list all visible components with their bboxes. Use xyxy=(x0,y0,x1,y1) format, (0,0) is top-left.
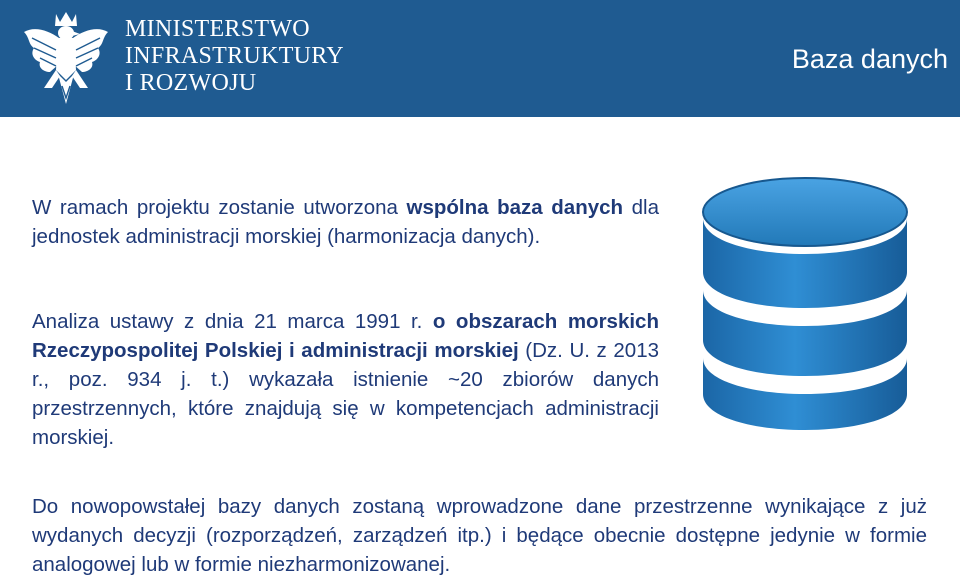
paragraph-new-database-input xyxy=(32,492,927,579)
header-bar xyxy=(0,0,960,117)
ministry-line-3: I ROZWOJU xyxy=(125,70,257,96)
text-span: W ramach projektu zostanie utworzona xyxy=(32,196,407,219)
text-span: dla jednostek administracji morskiej (harmonizacja danych). xyxy=(32,196,659,248)
text-span: (Dz. U. z 2013 r., poz. 934 j. t.) wykazała istnienie ~20 zbiorów danych przestrzennych, które znajdują się w kompetencjach administracji morskiej. xyxy=(32,339,659,449)
text-span: Analiza ustawy z dnia 21 marca 1991 r. xyxy=(32,310,433,333)
bold-span: wspólna baza danych xyxy=(406,196,624,219)
bold-span: o obszarach morskich Rzeczypospolitej Polskiej i administracji morskiej xyxy=(32,310,659,362)
ministry-line-2: INFRASTRUKTURY xyxy=(125,43,344,69)
text-span: Do nowopowstałej bazy danych zostaną wprowadzone dane przestrzenne wynikające z już wydanych decyzji (rozporządzeń, zarządzeń itp.) i będące obecnie dostępne jedynie w formie analogowej lub w formie niezharmonizowanej. xyxy=(32,495,927,576)
database-icon xyxy=(697,172,913,434)
polish-eagle-emblem-icon xyxy=(22,8,110,110)
ministry-line-1: MINISTERSTWO xyxy=(125,16,310,42)
ministry-logo-text xyxy=(125,16,344,97)
slide-title: Baza danych xyxy=(791,44,948,74)
paragraph-common-database xyxy=(32,193,659,251)
paragraph-act-analysis xyxy=(32,307,659,452)
